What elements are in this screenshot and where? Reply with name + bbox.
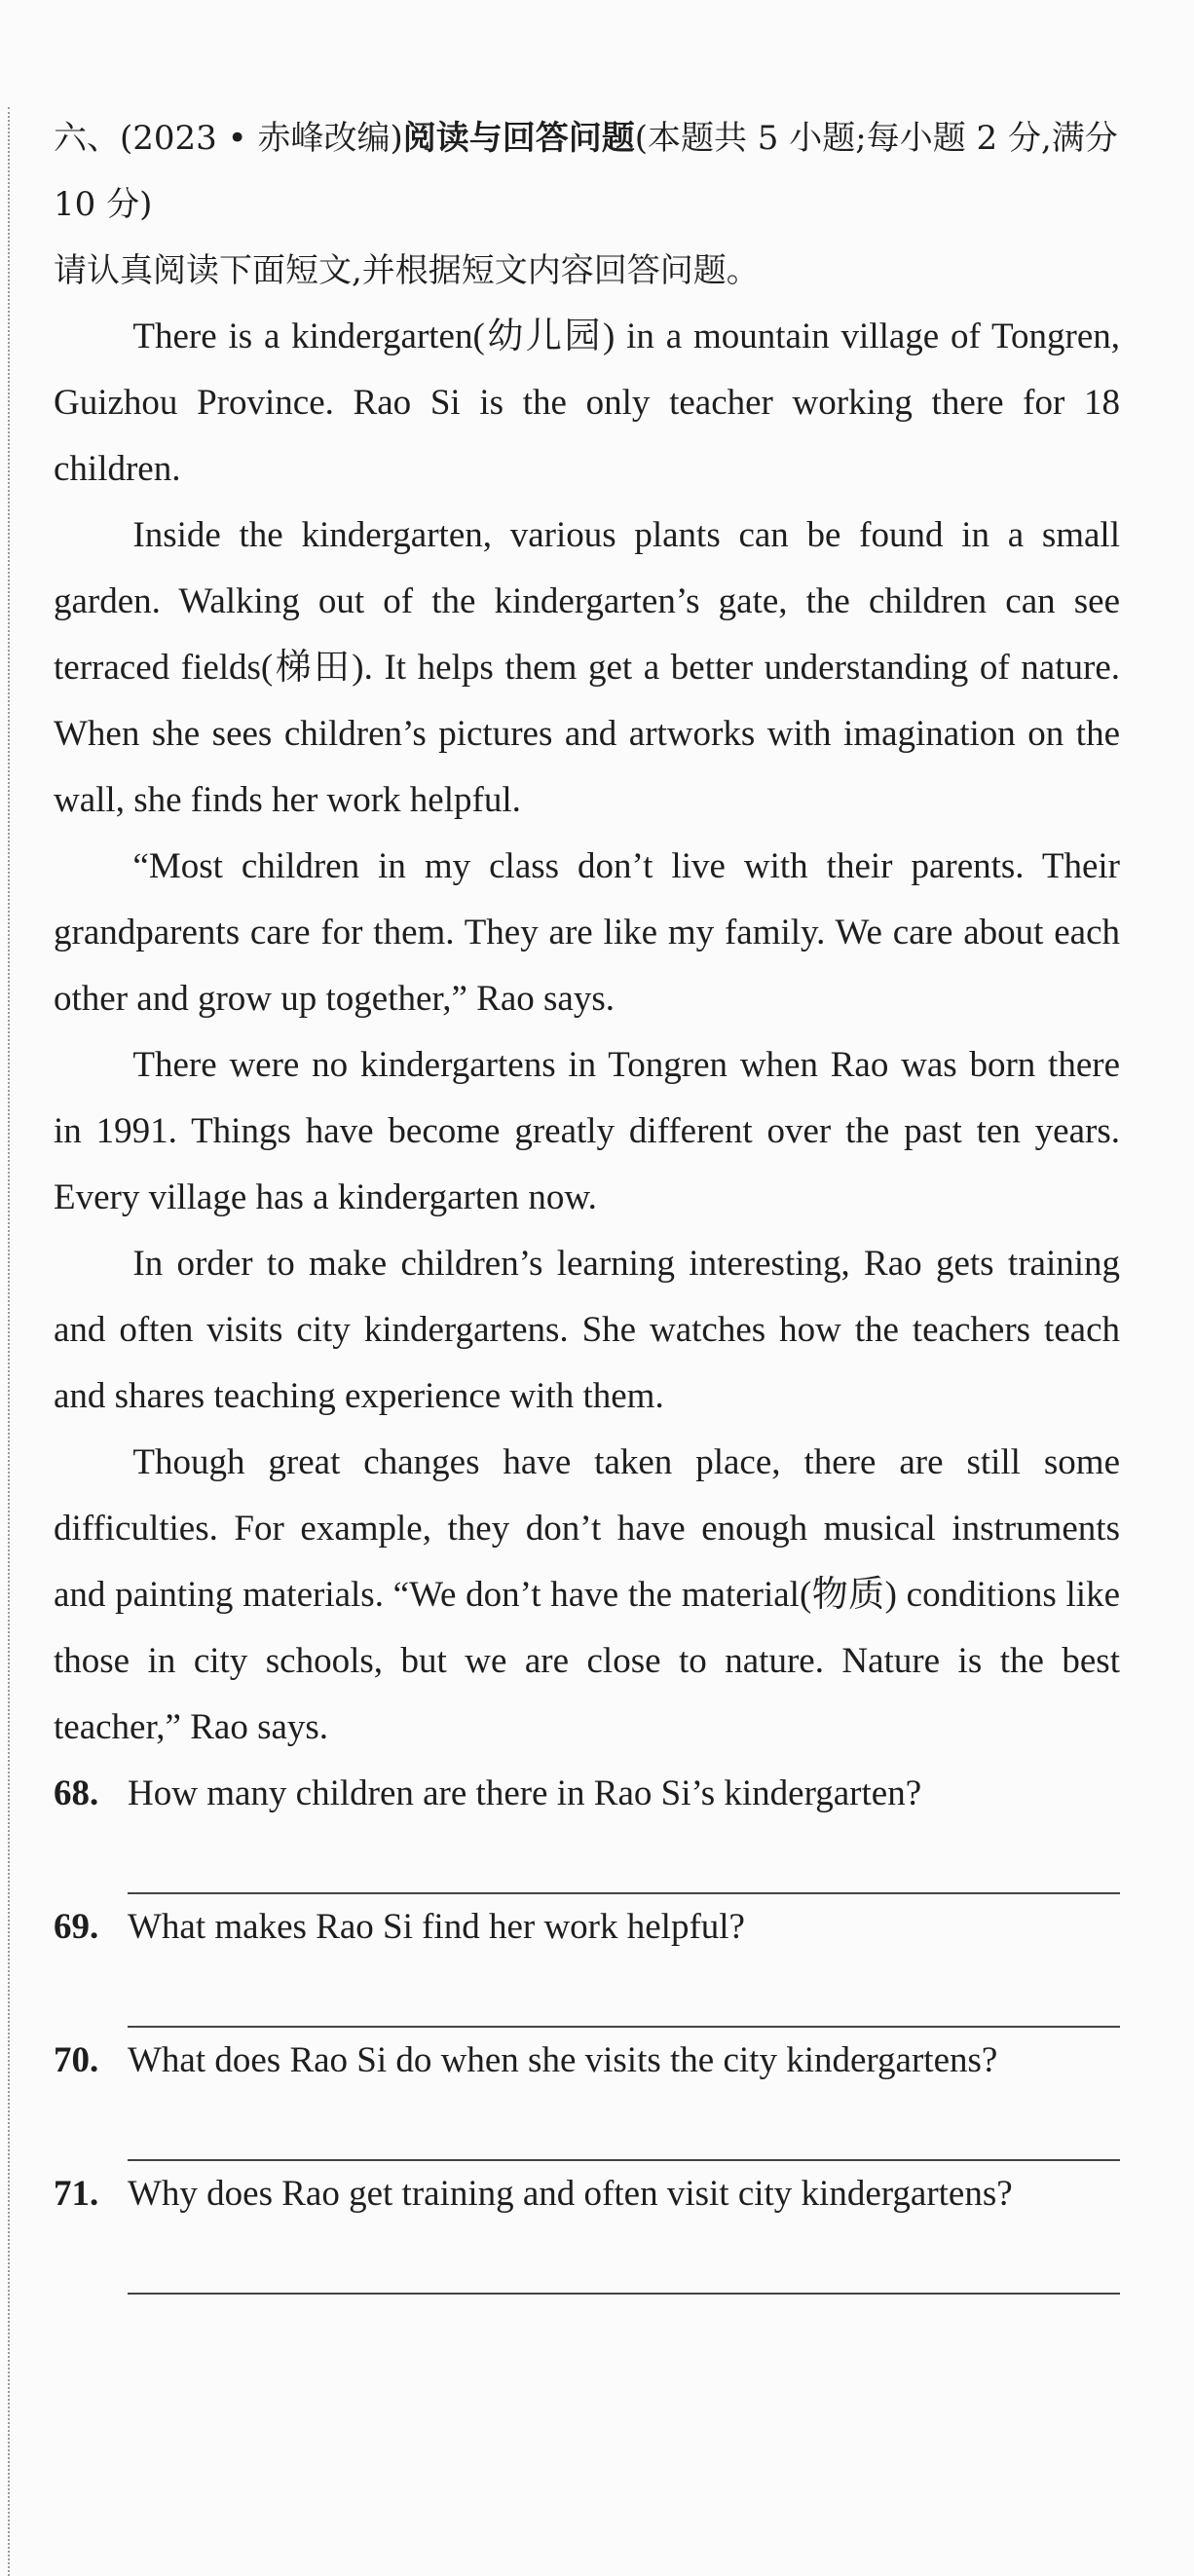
passage-paragraph-2: Inside the kindergarten, various plants can be found in a small garden. Walking out of the kindergarten’s gate, the children can see terraced fields(梯田). It helps them get a better understanding of nature. When she sees children’s pictures and artworks with imagination on the wall, she finds her work helpful. — [54, 515, 1120, 820]
passage-paragraph-5: In order to make children’s learning interesting, Rao gets training and often visits city kindergartens. She watches how the teachers teach and shares teaching experience with them. — [54, 1244, 1120, 1416]
answer-line-69[interactable] — [128, 1960, 1120, 2028]
passage — [54, 304, 1120, 1761]
question-text: How many children are there in Rao Si’s kindergarten? — [128, 1773, 922, 1813]
passage-paragraph-6: Though great changes have taken place, there are still some difficulties. For example, they don’t have enough musical instruments and painting materials. “We don’t have the material(物质) conditions like those in city schools, but we are close to nature. Nature is the best teacher,” Rao says. — [54, 1442, 1120, 1747]
section-source: (2023 • 赤峰改编) — [120, 119, 403, 158]
question-number: 68. — [54, 1773, 99, 1813]
reading-section — [54, 105, 1120, 2295]
question-text: What does Rao Si do when she visits the city kindergartens? — [128, 2040, 998, 2080]
section-title: 阅读与回答问题 — [402, 119, 635, 158]
section-number: 六、 — [54, 119, 120, 158]
question-list — [54, 1761, 1120, 2295]
question-70 — [54, 2028, 1120, 2094]
question-71 — [54, 2161, 1120, 2227]
question-number: 71. — [54, 2174, 99, 2214]
answer-line-70[interactable] — [128, 2094, 1120, 2161]
passage-paragraph-3: “Most children in my class don’t live with their parents. Their grandparents care for them. They are like my family. We care about each other and grow up together,” Rao says. — [54, 846, 1120, 1019]
section-heading — [54, 105, 1120, 238]
passage-paragraph-4: There were no kindergartens in Tongren when Rao was born there in 1991. Things have become greatly different over the past ten years. Every village has a kindergarten now. — [54, 1045, 1120, 1217]
question-69 — [54, 1894, 1120, 1960]
question-number: 69. — [54, 1907, 99, 1947]
answer-line-71[interactable] — [128, 2227, 1120, 2295]
question-68 — [54, 1761, 1120, 1827]
question-number: 70. — [54, 2040, 99, 2080]
section-note: (本题共 5 小题;每小题 2 分,满分 10 分) — [54, 119, 1118, 224]
instruction-text: 请认真阅读下面短文,并根据短文内容回答问题。 — [54, 251, 760, 290]
passage-paragraph-1: There is a kindergarten(幼儿园) in a mountain village of Tongren, Guizhou Province. Rao Si is the only teacher working there for 18 children. — [54, 317, 1120, 489]
margin-dotted-line — [8, 107, 10, 2576]
question-text: Why does Rao get training and often visit city kindergartens? — [128, 2174, 1013, 2214]
question-text: What makes Rao Si find her work helpful? — [128, 1907, 745, 1947]
answer-line-68[interactable] — [128, 1827, 1120, 1894]
